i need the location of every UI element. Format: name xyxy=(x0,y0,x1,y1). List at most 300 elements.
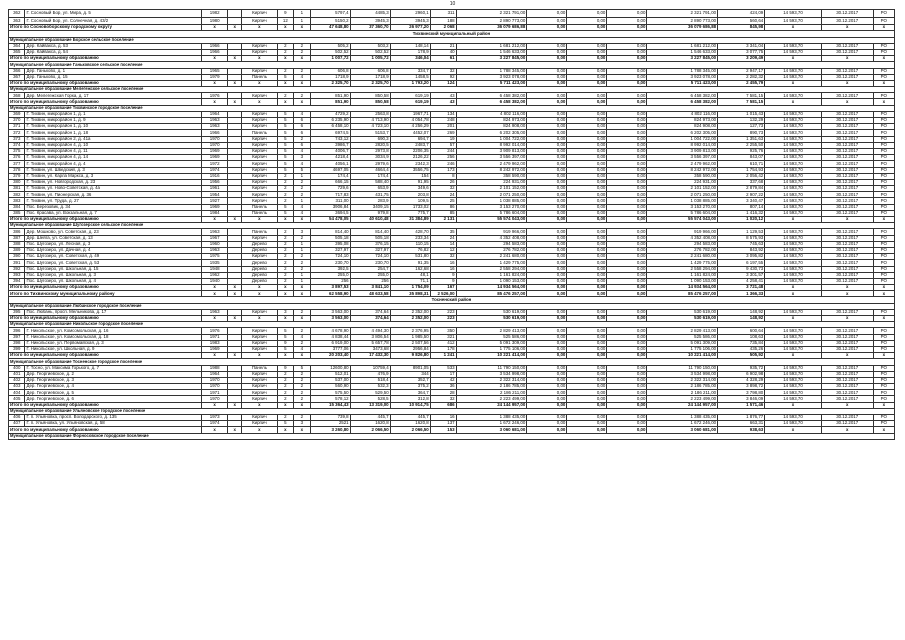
table-cell: РО xyxy=(873,340,894,346)
table-cell: 0,00 xyxy=(527,198,567,204)
table-cell: 0,00 xyxy=(527,118,567,124)
table-cell: 0,00 xyxy=(607,93,647,99)
table-cell: 1 015,43 xyxy=(718,111,765,117)
total-cell: 3 260,80 xyxy=(310,427,350,433)
table-cell: РО xyxy=(873,396,894,402)
table-cell: 0,00 xyxy=(527,396,567,402)
table-cell: РО xyxy=(873,384,894,390)
table-cell: 4056,1 xyxy=(310,161,350,167)
table-cell: 919 966,00 xyxy=(647,229,718,235)
table-cell: 43 xyxy=(430,93,456,99)
table-cell: РО xyxy=(873,49,894,55)
table-cell: Кирпич xyxy=(242,186,277,192)
table-cell: 30.12.2017 xyxy=(821,266,873,272)
table-cell: 137 xyxy=(430,421,456,427)
table-cell: 14 593,70 xyxy=(765,365,822,371)
total-cell: 3 897,53 xyxy=(310,285,350,291)
table-cell: 1966 xyxy=(202,130,228,136)
table-cell: Кирпич xyxy=(242,10,277,18)
table-cell: 0,00 xyxy=(607,161,647,167)
table-cell: 30.12.2017 xyxy=(821,68,873,74)
total-cell: 6 458 382,00 xyxy=(456,99,527,105)
table-cell: 724,10 xyxy=(350,254,390,260)
table-cell: 311,00 xyxy=(310,198,350,204)
table-cell: Панель xyxy=(242,204,277,210)
total-cell: 851,90 xyxy=(310,99,350,105)
table-cell: 294 583,00 xyxy=(647,241,718,247)
table-cell: 2 xyxy=(277,247,293,253)
table-cell: 919 966,00 xyxy=(456,229,527,235)
table-cell: 0,00 xyxy=(607,260,647,266)
table-cell: 1 546 633,00 xyxy=(456,49,527,55)
total-cell: x xyxy=(202,56,228,62)
table-cell: 16 xyxy=(430,415,456,421)
table-cell: 375,2 xyxy=(390,384,430,390)
total-cell: 0,00 xyxy=(567,25,607,31)
total-cell: x xyxy=(765,217,822,223)
table-cell: 0,00 xyxy=(567,148,607,154)
total-cell: x xyxy=(202,99,228,105)
table-cell: 6 235,90 xyxy=(310,118,350,124)
row-number: 386 xyxy=(9,229,25,235)
row-number: 393 xyxy=(9,272,25,278)
section-heading: Муниципальное образование Тосненское городское поселение xyxy=(9,359,895,365)
table-cell: 4 838,44 xyxy=(310,334,350,340)
table-cell: 14 593,70 xyxy=(765,118,822,124)
table-row xyxy=(9,17,895,25)
total-cell: 10 221 414,00 xyxy=(456,353,527,359)
table-cell: 3 534 998,00 xyxy=(647,371,718,377)
table-cell: Дерево xyxy=(242,266,277,272)
table-cell: 14 593,70 xyxy=(765,179,822,185)
total-cell: x xyxy=(765,80,822,86)
total-cell: x xyxy=(228,427,242,433)
table-cell: 350 xyxy=(430,328,456,334)
total-cell: 61 xyxy=(430,56,456,62)
row-number: 404 xyxy=(9,390,25,396)
table-cell: 824 973,00 xyxy=(647,118,718,124)
table-row xyxy=(9,10,895,18)
total-cell: x xyxy=(873,291,894,297)
table-cell: 4 xyxy=(294,204,310,210)
total-cell: x xyxy=(821,80,873,86)
table-cell: 1971 xyxy=(202,390,228,396)
address-cell: Пос. Любань, просп. Мельникова, д. 17 xyxy=(25,309,202,315)
table-cell: 1970 xyxy=(202,396,228,402)
table-cell: 2 352,00 xyxy=(390,309,430,315)
table-cell: РО xyxy=(873,254,894,260)
table-cell: 5 xyxy=(277,210,293,216)
total-cell: x xyxy=(294,56,310,62)
total-cell: 17 432,30 xyxy=(350,353,390,359)
table-cell: 0,00 xyxy=(567,346,607,352)
table-cell: 246 xyxy=(430,161,456,167)
table-cell: 334,7 xyxy=(390,68,430,74)
table-cell: 735,84 xyxy=(718,340,765,346)
table-cell: 127,73 xyxy=(718,124,765,130)
total-cell: 3 563,00 xyxy=(310,316,350,322)
table-cell: 30.12.2017 xyxy=(821,179,873,185)
table-cell: 255,0 xyxy=(350,272,390,278)
total-label: Итого по муниципальному образованию xyxy=(9,80,202,86)
table-cell: 2 xyxy=(294,328,310,334)
table-cell: 16 xyxy=(430,260,456,266)
table-cell: 1 xyxy=(294,198,310,204)
table-cell: 1960 xyxy=(202,241,228,247)
total-cell: 0,00 xyxy=(567,427,607,433)
table-cell: 254,7 xyxy=(350,266,390,272)
table-cell: 6974,5 xyxy=(310,130,350,136)
table-cell: 5 xyxy=(277,167,293,173)
table-cell: 0,00 xyxy=(527,334,567,340)
table-cell: 5 xyxy=(277,155,293,161)
table-cell: 5 xyxy=(277,111,293,117)
table-cell: 2 xyxy=(294,340,310,346)
total-cell: 1 005,72 xyxy=(350,56,390,62)
row-number: 390 xyxy=(9,254,25,260)
total-cell: 85 476 257,00 xyxy=(647,291,718,297)
total-cell: x xyxy=(242,80,277,86)
total-cell: 3 060 681,00 xyxy=(647,427,718,433)
total-cell: 24 144 957,00 xyxy=(647,402,718,408)
table-cell: 1 xyxy=(294,241,310,247)
table-cell: 2 558 294,00 xyxy=(456,266,527,272)
address-cell: Пос. Шугозеро, ул. Советская, д. 53 xyxy=(25,260,202,266)
table-cell: 30.12.2017 xyxy=(821,148,873,154)
housing-register-table xyxy=(8,9,895,440)
table-cell: 5 786 604,00 xyxy=(456,210,527,216)
table-cell: 2 186 211,00 xyxy=(647,390,718,396)
table-cell: 224 931,00 xyxy=(647,179,718,185)
table-cell: 5797,4 xyxy=(310,10,350,18)
table-cell: 2 241 680,00 xyxy=(456,254,527,260)
table-cell: 4 723,10 xyxy=(350,124,390,130)
table-cell: 663,31 xyxy=(718,421,765,427)
table-cell: 0,00 xyxy=(527,365,567,371)
table-cell: 14 593,70 xyxy=(765,17,822,25)
row-number: 401 xyxy=(9,371,25,377)
table-cell: 2 xyxy=(277,278,293,284)
table-cell: 6 197,55 xyxy=(718,260,765,266)
table-cell: 3986,7 xyxy=(310,142,350,148)
table-cell: 2 xyxy=(294,254,310,260)
table-cell: 14 593,70 xyxy=(765,186,822,192)
table-cell: 5150,2 xyxy=(310,17,350,25)
address-cell: Дер. Мелегежская Горка, д. 17 xyxy=(25,93,202,99)
table-cell: 14 593,70 xyxy=(765,210,822,216)
table-cell: 1975 xyxy=(202,254,228,260)
table-cell: 1 038 885,00 xyxy=(647,198,718,204)
table-cell: 2 xyxy=(294,235,310,241)
total-cell: 148,92 xyxy=(718,316,765,322)
table-cell: 5 xyxy=(277,328,293,334)
table-cell: 2 xyxy=(294,186,310,192)
table-cell: 2 xyxy=(277,254,293,260)
table-cell: 2 241 680,00 xyxy=(647,254,718,260)
table-cell: 349,6 xyxy=(390,186,430,192)
table-cell: 851,90 xyxy=(310,93,350,99)
table-cell: 775,7 xyxy=(390,210,430,216)
table-cell: 4 256,29 xyxy=(390,124,430,130)
table-cell: Кирпич xyxy=(242,179,277,185)
total-cell: 0,00 xyxy=(527,291,567,297)
table-cell: РО xyxy=(873,192,894,198)
table-cell: 3 xyxy=(294,229,310,235)
total-cell: 40 610,48 xyxy=(350,217,390,223)
table-cell: 1916 xyxy=(202,173,228,179)
address-cell: Пос. Шугозеро, ул. Дачная, д. 4 xyxy=(25,247,202,253)
table-cell: 248 xyxy=(430,118,456,124)
table-cell: 392,5 xyxy=(310,266,350,272)
table-cell: 0,00 xyxy=(607,136,647,142)
table-cell: 14 593,70 xyxy=(765,334,822,340)
address-cell: Пос. Шугозеро, ул. Школьная, д. 3 xyxy=(25,272,202,278)
section-heading: Муниципальное образование Любанское городское поселение xyxy=(9,303,895,309)
table-cell: 3 xyxy=(294,421,310,427)
table-cell: 2 322 314,00 xyxy=(456,377,527,383)
table-cell: 532,3 xyxy=(350,384,390,390)
table-cell: 4 328,29 xyxy=(718,377,765,383)
table-cell: 3556,75 xyxy=(390,167,430,173)
table-cell: 435,26 xyxy=(718,346,765,352)
table-cell: 824 973,00 xyxy=(456,118,527,124)
total-cell: x xyxy=(228,353,242,359)
total-cell: 0,00 xyxy=(567,80,607,86)
table-cell: 0,00 xyxy=(607,266,647,272)
table-cell: 30.12.2017 xyxy=(821,328,873,334)
table-cell: Кирпич xyxy=(242,142,277,148)
table-cell: 12 xyxy=(277,17,293,25)
table-cell: 445,7 xyxy=(390,415,430,421)
table-cell: 0,00 xyxy=(607,173,647,179)
total-cell: x xyxy=(294,80,310,86)
table-cell: 1963 xyxy=(202,309,228,315)
table-cell: 2 223 499,00 xyxy=(647,396,718,402)
table-cell: 0,00 xyxy=(607,192,647,198)
address-cell: Дер. Ганьково, д. 15 xyxy=(25,74,202,80)
table-cell: 3945,3 xyxy=(390,17,430,25)
table-cell: 0,00 xyxy=(567,340,607,346)
table-cell: 26 xyxy=(430,179,456,185)
table-cell: 431,75 xyxy=(350,192,390,198)
table-cell: РО xyxy=(873,167,894,173)
table-cell: 14 593,70 xyxy=(765,167,822,173)
table-cell: 30.12.2017 xyxy=(821,272,873,278)
total-cell: x xyxy=(765,25,822,31)
table-cell: Кирпич xyxy=(242,396,277,402)
table-cell: 1 090 153,00 xyxy=(456,278,527,284)
total-cell: x xyxy=(242,291,277,297)
table-cell: 4 xyxy=(294,346,310,352)
table-cell: 42 xyxy=(430,377,456,383)
table-cell: 14 593,70 xyxy=(765,390,822,396)
total-cell: 530 619,00 xyxy=(456,316,527,322)
table-cell: 30.12.2017 xyxy=(821,17,873,25)
total-cell: x xyxy=(294,427,310,433)
total-cell: x xyxy=(765,99,822,105)
table-cell: 4 258,41 xyxy=(718,278,765,284)
table-cell: 4 xyxy=(294,161,310,167)
table-cell: 0,00 xyxy=(607,340,647,346)
total-cell: 0,00 xyxy=(527,99,567,105)
table-cell: 14 593,70 xyxy=(765,415,822,421)
table-cell: 1 004 722,00 xyxy=(456,136,527,142)
table-cell: 0,00 xyxy=(527,390,567,396)
table-cell: 30.12.2017 xyxy=(821,173,873,179)
total-cell: x xyxy=(294,291,310,297)
table-cell: 2 xyxy=(277,229,293,235)
table-cell: 0,00 xyxy=(607,377,647,383)
table-cell: 2 xyxy=(277,43,293,49)
region-heading: Тосненский район xyxy=(9,297,895,303)
table-cell: 3 301,57 xyxy=(718,272,765,278)
table-cell: 1 xyxy=(294,17,310,25)
table-cell: 2 479 962,00 xyxy=(456,161,527,167)
table-cell: 5 xyxy=(277,142,293,148)
address-cell: Дер. Кайвакса, д. 53 xyxy=(25,43,202,49)
table-cell: 5 xyxy=(277,118,293,124)
table-cell: 2 xyxy=(277,396,293,402)
address-cell: Г. Тихвин, микрорайон 1, д. 18 xyxy=(25,130,202,136)
table-cell: 424,09 xyxy=(718,10,765,18)
address-cell: Пос. Шугозеро, ул. Лесная, д. 3 xyxy=(25,241,202,247)
table-cell: 2 xyxy=(277,266,293,272)
table-cell: 1 090 153,00 xyxy=(647,278,718,284)
table-cell: 14 593,70 xyxy=(765,155,822,161)
total-cell: 3 721,48 xyxy=(718,285,765,291)
table-cell: Дерево xyxy=(242,247,277,253)
total-cell: 0,00 xyxy=(527,402,567,408)
total-cell: 0,00 xyxy=(607,56,647,62)
table-cell: 2960,1 xyxy=(390,10,430,18)
table-cell: 528,5 xyxy=(350,396,390,402)
table-cell: 255,0 xyxy=(310,272,350,278)
table-cell: 312,8 xyxy=(390,396,430,402)
table-cell: 4 713,90 xyxy=(350,118,390,124)
total-label: Итого по муниципальному образованию xyxy=(9,217,202,223)
table-cell: 14 593,70 xyxy=(765,142,822,148)
table-cell: 6 458 382,00 xyxy=(647,93,718,99)
table-cell: 1 672 246,00 xyxy=(456,421,527,427)
table-cell: 224 931,00 xyxy=(456,179,527,185)
table-cell: 0,00 xyxy=(567,309,607,315)
table-cell: 0,00 xyxy=(567,155,607,161)
table-cell: Кирпич xyxy=(242,377,277,383)
table-cell: 14 593,70 xyxy=(765,384,822,390)
row-number: 397 xyxy=(9,334,25,340)
table-cell: 276 782,00 xyxy=(647,247,718,253)
address-cell: Г. Сосновый Бор, ул. Мира, д. 5 xyxy=(25,10,202,18)
row-number: 380 xyxy=(9,179,25,185)
table-cell: 3945,3 xyxy=(350,17,390,25)
table-cell: РО xyxy=(873,229,894,235)
table-cell: 1982 xyxy=(202,10,228,18)
table-cell: 0,00 xyxy=(527,266,567,272)
row-number: 373 xyxy=(9,136,25,142)
table-cell: 0,00 xyxy=(607,186,647,192)
table-cell: Кирпич xyxy=(242,384,277,390)
table-cell: РО xyxy=(873,278,894,284)
total-cell: x xyxy=(242,99,277,105)
table-cell: 4729,2 xyxy=(310,111,350,117)
table-cell: Кирпич xyxy=(242,340,277,346)
table-cell: 9 xyxy=(277,340,293,346)
table-cell: РО xyxy=(873,309,894,315)
table-cell: 3409,15 xyxy=(350,204,390,210)
table-cell: 0,00 xyxy=(567,241,607,247)
table-cell: 32 xyxy=(430,254,456,260)
table-cell: Кирпич xyxy=(242,68,277,74)
section-heading-row xyxy=(9,433,895,439)
table-cell: 1 xyxy=(294,278,310,284)
total-cell: 0,00 xyxy=(527,316,567,322)
table-cell: 1 672 246,00 xyxy=(647,421,718,427)
table-cell: 512,01 xyxy=(310,371,350,377)
table-cell: Панель xyxy=(242,130,277,136)
table-cell: 9 430,73 xyxy=(718,266,765,272)
table-cell: 1970 xyxy=(202,377,228,383)
row-number: 402 xyxy=(9,377,25,383)
table-cell: 0,00 xyxy=(527,260,567,266)
table-cell: 1970 xyxy=(202,142,228,148)
total-cell: x xyxy=(202,25,228,31)
total-cell: x xyxy=(294,285,310,291)
table-cell: 6 xyxy=(294,142,310,148)
table-cell: 1969 xyxy=(202,148,228,154)
table-cell: 0,00 xyxy=(607,365,647,371)
table-cell: 2 186 785,00 xyxy=(647,384,718,390)
table-cell: 2 xyxy=(277,49,293,55)
table-cell: 14 593,70 xyxy=(765,241,822,247)
table-cell: 364,7 xyxy=(390,390,430,396)
row-number: 376 xyxy=(9,155,25,161)
total-cell: x xyxy=(873,80,894,86)
table-cell: 10759,4 xyxy=(350,365,390,371)
address-cell: Пос. Шугозеро, ул. Советская, д. 49 xyxy=(25,254,202,260)
table-cell: 12 xyxy=(430,247,456,253)
total-cell: x xyxy=(294,402,310,408)
table-cell: 203,8 xyxy=(390,192,430,198)
table-cell: 30.12.2017 xyxy=(821,93,873,99)
table-cell: 24 xyxy=(430,235,456,241)
table-cell: 8 xyxy=(430,173,456,179)
table-cell: 531,80 xyxy=(390,254,430,260)
table-cell: 1 388 435,00 xyxy=(647,415,718,421)
table-cell: 0,00 xyxy=(527,384,567,390)
table-cell: 30.12.2017 xyxy=(821,365,873,371)
table-cell: 14 593,70 xyxy=(765,10,822,18)
table-cell: 30.12.2017 xyxy=(821,340,873,346)
total-cell: x xyxy=(821,427,873,433)
table-cell: 1 351,63 xyxy=(718,136,765,142)
table-cell: Кирпич xyxy=(242,136,277,142)
row-number: 391 xyxy=(9,260,25,266)
table-cell: 6 919,00 xyxy=(310,340,350,346)
total-cell: 0,00 xyxy=(607,25,647,31)
table-cell: 1458,5 xyxy=(390,74,430,80)
address-cell: Дер. Мошково, ул. Советская, д. 23 xyxy=(25,229,202,235)
total-cell: x xyxy=(294,25,310,31)
table-cell: 0,00 xyxy=(567,136,607,142)
table-cell: 0,00 xyxy=(607,210,647,216)
table-cell: 0,00 xyxy=(567,68,607,74)
address-cell: Г. п. Ульяновка, просп. Володарского, д. 135 xyxy=(25,415,202,421)
table-cell: 0,00 xyxy=(607,17,647,25)
table-cell: 1620,8 xyxy=(390,421,430,427)
table-cell: 0,00 xyxy=(607,167,647,173)
table-cell: 0,00 xyxy=(527,377,567,383)
table-cell: 30.12.2017 xyxy=(821,346,873,352)
